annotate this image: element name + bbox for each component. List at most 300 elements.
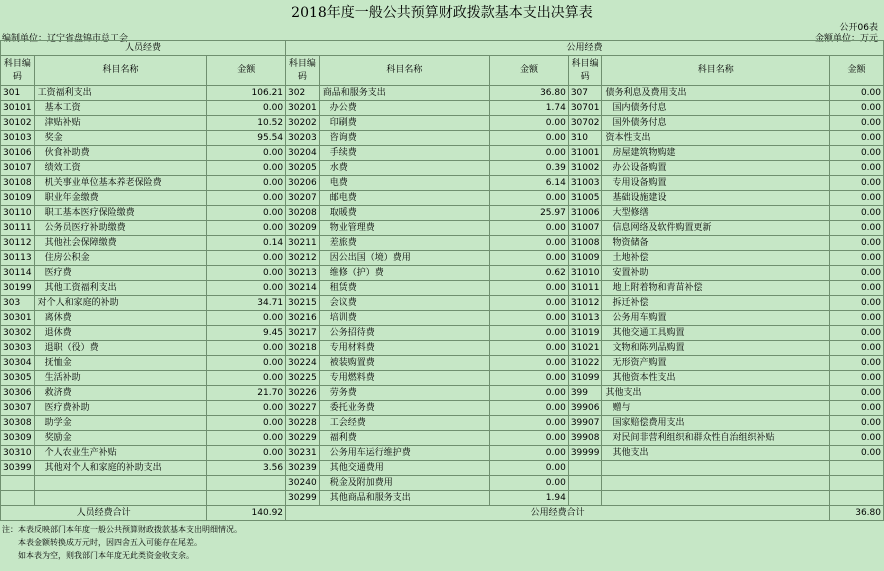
- code-cell[interactable]: 30217: [286, 326, 320, 341]
- code-cell[interactable]: 39999: [568, 446, 602, 461]
- amount-cell[interactable]: 0.00: [490, 461, 569, 476]
- name-cell[interactable]: 邮电费: [319, 191, 489, 206]
- code-cell[interactable]: 307: [568, 86, 602, 101]
- amount-cell[interactable]: 0.00: [830, 146, 884, 161]
- name-cell[interactable]: 助学金: [34, 416, 207, 431]
- amount-cell[interactable]: 0.00: [490, 191, 569, 206]
- code-cell[interactable]: 31001: [568, 146, 602, 161]
- code-cell[interactable]: 30101: [1, 101, 35, 116]
- name-cell[interactable]: 其他支出: [602, 446, 830, 461]
- name-cell[interactable]: 医疗费补助: [34, 401, 207, 416]
- code-cell[interactable]: 30214: [286, 281, 320, 296]
- name-cell[interactable]: 工会经费: [319, 416, 489, 431]
- code-cell[interactable]: 30215: [286, 296, 320, 311]
- amount-cell[interactable]: 0.00: [830, 296, 884, 311]
- code-cell[interactable]: 30211: [286, 236, 320, 251]
- amount-cell[interactable]: 0.00: [207, 281, 286, 296]
- name-cell[interactable]: 专用材料费: [319, 341, 489, 356]
- code-cell[interactable]: 30308: [1, 416, 35, 431]
- amount-cell[interactable]: 0.14: [207, 236, 286, 251]
- amount-cell[interactable]: 0.00: [207, 446, 286, 461]
- code-cell[interactable]: 30202: [286, 116, 320, 131]
- code-cell[interactable]: 302: [286, 86, 320, 101]
- form-number: 公开06表: [839, 23, 878, 33]
- table-row: [1, 461, 884, 476]
- name-cell[interactable]: 基础设施建设: [602, 191, 830, 206]
- name-cell[interactable]: 专用设备购置: [602, 176, 830, 191]
- col-code-header[interactable]: 科目编码: [568, 56, 602, 86]
- amount-cell[interactable]: 0.00: [830, 356, 884, 371]
- amount-cell[interactable]: 0.00: [490, 341, 569, 356]
- name-cell[interactable]: 其他对个人和家庭的补助支出: [34, 461, 207, 476]
- amount-cell[interactable]: 0.00: [830, 161, 884, 176]
- code-cell[interactable]: 31006: [568, 206, 602, 221]
- col-code-header[interactable]: 科目编码: [286, 56, 320, 86]
- public-total-label[interactable]: 公用经费合计: [286, 506, 830, 521]
- name-cell[interactable]: 对民间非营利组织和群众性自治组织补贴: [602, 431, 830, 446]
- table-row: [1, 251, 884, 266]
- code-cell[interactable]: 30701: [568, 101, 602, 116]
- table-row: [1, 476, 884, 491]
- amount-cell[interactable]: [830, 491, 884, 506]
- name-cell[interactable]: 地上附着物和青苗补偿: [602, 281, 830, 296]
- name-cell[interactable]: 债务利息及费用支出: [602, 86, 830, 101]
- name-cell[interactable]: [34, 491, 207, 506]
- code-cell[interactable]: 31013: [568, 311, 602, 326]
- code-cell[interactable]: 30302: [1, 326, 35, 341]
- amount-cell[interactable]: 0.00: [207, 401, 286, 416]
- name-cell[interactable]: 因公出国（境）费用: [319, 251, 489, 266]
- name-cell[interactable]: 退休费: [34, 326, 207, 341]
- amount-cell[interactable]: 0.00: [207, 161, 286, 176]
- code-cell[interactable]: 30218: [286, 341, 320, 356]
- code-cell[interactable]: 31005: [568, 191, 602, 206]
- name-cell[interactable]: [602, 461, 830, 476]
- name-cell[interactable]: 办公费: [319, 101, 489, 116]
- col-name-header[interactable]: 科目名称: [319, 56, 489, 86]
- name-cell[interactable]: 其他社会保障缴费: [34, 236, 207, 251]
- table-row: [1, 296, 884, 311]
- code-cell[interactable]: 30306: [1, 386, 35, 401]
- name-cell[interactable]: 绩效工资: [34, 161, 207, 176]
- name-cell[interactable]: 赠与: [602, 401, 830, 416]
- amount-cell[interactable]: 0.39: [490, 161, 569, 176]
- amount-cell[interactable]: 0.00: [207, 176, 286, 191]
- code-cell[interactable]: [568, 491, 602, 506]
- amount-cell[interactable]: 9.45: [207, 326, 286, 341]
- name-cell[interactable]: 退职（役）费: [34, 341, 207, 356]
- amount-cell[interactable]: 0.00: [490, 296, 569, 311]
- amount-cell[interactable]: 21.70: [207, 386, 286, 401]
- code-cell[interactable]: 31012: [568, 296, 602, 311]
- name-cell[interactable]: 资本性支出: [602, 131, 830, 146]
- code-cell[interactable]: [1, 476, 35, 491]
- code-cell[interactable]: 30240: [286, 476, 320, 491]
- table-row: [1, 356, 884, 371]
- public-total-value[interactable]: 36.80: [830, 506, 884, 521]
- amount-cell[interactable]: 1.94: [490, 491, 569, 506]
- col-amount-header[interactable]: 金额: [490, 56, 569, 86]
- code-cell[interactable]: 30113: [1, 251, 35, 266]
- code-cell[interactable]: 31019: [568, 326, 602, 341]
- table-row: [1, 431, 884, 446]
- table-row: [1, 116, 884, 131]
- amount-cell[interactable]: [830, 461, 884, 476]
- code-cell[interactable]: 30209: [286, 221, 320, 236]
- code-cell[interactable]: 31002: [568, 161, 602, 176]
- name-cell[interactable]: 救济费: [34, 386, 207, 401]
- expenditure-table: [0, 40, 884, 521]
- table-row: [1, 326, 884, 341]
- code-cell[interactable]: 30301: [1, 311, 35, 326]
- name-cell[interactable]: 离休费: [34, 311, 207, 326]
- amount-cell[interactable]: 0.62: [490, 266, 569, 281]
- name-cell[interactable]: 被装购置费: [319, 356, 489, 371]
- code-cell[interactable]: 30207: [286, 191, 320, 206]
- code-cell[interactable]: 30229: [286, 431, 320, 446]
- name-cell[interactable]: 土地补偿: [602, 251, 830, 266]
- code-cell[interactable]: 30109: [1, 191, 35, 206]
- amount-cell[interactable]: 0.00: [490, 416, 569, 431]
- amount-cell[interactable]: 0.00: [207, 221, 286, 236]
- name-cell[interactable]: 伙食补助费: [34, 146, 207, 161]
- code-cell[interactable]: 30227: [286, 401, 320, 416]
- code-cell[interactable]: 30310: [1, 446, 35, 461]
- amount-cell[interactable]: 0.00: [830, 191, 884, 206]
- code-cell[interactable]: 30114: [1, 266, 35, 281]
- amount-cell[interactable]: 0.00: [490, 326, 569, 341]
- code-cell[interactable]: [1, 491, 35, 506]
- page-title: 2018年度一般公共预算财政拨款基本支出决算表: [291, 5, 593, 21]
- code-cell[interactable]: [568, 461, 602, 476]
- amount-cell[interactable]: 0.00: [830, 386, 884, 401]
- table-row: [1, 206, 884, 221]
- code-cell[interactable]: 39908: [568, 431, 602, 446]
- name-cell[interactable]: 电费: [319, 176, 489, 191]
- name-cell[interactable]: 取暖费: [319, 206, 489, 221]
- table-row: [1, 491, 884, 506]
- amount-cell[interactable]: 0.00: [830, 341, 884, 356]
- name-cell[interactable]: 其他交通工具购置: [602, 326, 830, 341]
- code-cell[interactable]: 31021: [568, 341, 602, 356]
- amount-cell[interactable]: 0.00: [207, 356, 286, 371]
- reporting-unit: 编制单位：辽宁省盘锦市总工会: [2, 34, 129, 44]
- name-cell[interactable]: 专用燃料费: [319, 371, 489, 386]
- amount-cell[interactable]: 0.00: [490, 386, 569, 401]
- col-code-header[interactable]: 科目编码: [1, 56, 35, 86]
- name-cell[interactable]: 公务招待费: [319, 326, 489, 341]
- amount-cell[interactable]: 0.00: [830, 206, 884, 221]
- name-cell[interactable]: 津贴补贴: [34, 116, 207, 131]
- amount-cell[interactable]: 0.00: [207, 146, 286, 161]
- name-cell[interactable]: 其他支出: [602, 386, 830, 401]
- name-cell[interactable]: 公务员医疗补助缴费: [34, 221, 207, 236]
- table-row: [1, 101, 884, 116]
- table-row: [1, 146, 884, 161]
- name-cell[interactable]: 工资福利支出: [34, 86, 207, 101]
- code-cell[interactable]: 31008: [568, 236, 602, 251]
- code-cell[interactable]: 30203: [286, 131, 320, 146]
- amount-cell[interactable]: 10.52: [207, 116, 286, 131]
- amount-cell[interactable]: 3.56: [207, 461, 286, 476]
- name-cell[interactable]: 水费: [319, 161, 489, 176]
- amount-cell[interactable]: 0.00: [490, 446, 569, 461]
- amount-cell[interactable]: 1.74: [490, 101, 569, 116]
- code-cell[interactable]: 30204: [286, 146, 320, 161]
- name-cell[interactable]: 办公设备购置: [602, 161, 830, 176]
- code-cell[interactable]: 30309: [1, 431, 35, 446]
- amount-cell[interactable]: 0.00: [490, 116, 569, 131]
- amount-cell[interactable]: 0.00: [830, 371, 884, 386]
- code-cell[interactable]: 31003: [568, 176, 602, 191]
- amount-cell[interactable]: 0.00: [830, 446, 884, 461]
- amount-cell[interactable]: 0.00: [490, 476, 569, 491]
- amount-cell[interactable]: 36.80: [490, 86, 569, 101]
- personnel-total-value[interactable]: 140.92: [207, 506, 286, 521]
- amount-cell[interactable]: 0.00: [830, 116, 884, 131]
- code-cell[interactable]: 30304: [1, 356, 35, 371]
- code-cell[interactable]: 30103: [1, 131, 35, 146]
- code-cell[interactable]: 30225: [286, 371, 320, 386]
- amount-cell[interactable]: 0.00: [830, 236, 884, 251]
- amount-cell[interactable]: 0.00: [830, 281, 884, 296]
- personnel-section-header[interactable]: 人员经费: [1, 41, 286, 56]
- name-cell[interactable]: 国外债务付息: [602, 116, 830, 131]
- table-row: [1, 371, 884, 386]
- amount-cell[interactable]: 0.00: [490, 281, 569, 296]
- name-cell[interactable]: 差旅费: [319, 236, 489, 251]
- table-row: [1, 131, 884, 146]
- name-cell[interactable]: 国内债务付息: [602, 101, 830, 116]
- name-cell[interactable]: 福利费: [319, 431, 489, 446]
- notes: [2, 523, 242, 562]
- table-row: [1, 236, 884, 251]
- amount-cell[interactable]: 0.00: [207, 431, 286, 446]
- amount-cell[interactable]: 25.97: [490, 206, 569, 221]
- code-cell[interactable]: 30702: [568, 116, 602, 131]
- name-cell[interactable]: 劳务费: [319, 386, 489, 401]
- amount-cell[interactable]: 95.54: [207, 131, 286, 146]
- code-cell[interactable]: 301: [1, 86, 35, 101]
- name-cell[interactable]: 培训费: [319, 311, 489, 326]
- name-cell[interactable]: 其他商品和服务支出: [319, 491, 489, 506]
- name-cell[interactable]: 商品和服务支出: [319, 86, 489, 101]
- code-cell[interactable]: 399: [568, 386, 602, 401]
- name-cell[interactable]: [602, 476, 830, 491]
- code-cell[interactable]: 30307: [1, 401, 35, 416]
- amount-cell[interactable]: 0.00: [490, 146, 569, 161]
- note-line: 如本表为空，则我部门本年度无此类资金收支余。: [18, 551, 194, 560]
- amount-cell[interactable]: 0.00: [490, 431, 569, 446]
- amount-cell[interactable]: 106.21: [207, 86, 286, 101]
- table-row: [1, 266, 884, 281]
- name-cell[interactable]: 委托业务费: [319, 401, 489, 416]
- code-cell[interactable]: 30399: [1, 461, 35, 476]
- code-cell[interactable]: 30228: [286, 416, 320, 431]
- code-cell[interactable]: 31022: [568, 356, 602, 371]
- amount-cell[interactable]: 0.00: [830, 101, 884, 116]
- amount-cell[interactable]: 0.00: [490, 236, 569, 251]
- name-cell[interactable]: 其他工资福利支出: [34, 281, 207, 296]
- amount-cell[interactable]: 34.71: [207, 296, 286, 311]
- code-cell[interactable]: 30201: [286, 101, 320, 116]
- amount-cell[interactable]: 0.00: [830, 221, 884, 236]
- amount-cell[interactable]: 0.00: [830, 176, 884, 191]
- amount-cell[interactable]: 0.00: [830, 311, 884, 326]
- name-cell[interactable]: 大型修缮: [602, 206, 830, 221]
- table-row: [1, 281, 884, 296]
- code-cell[interactable]: 30216: [286, 311, 320, 326]
- name-cell[interactable]: 物业管理费: [319, 221, 489, 236]
- amount-cell[interactable]: 0.00: [207, 371, 286, 386]
- code-cell[interactable]: 30111: [1, 221, 35, 236]
- name-cell[interactable]: 维修（护）费: [319, 266, 489, 281]
- name-cell[interactable]: 其他资本性支出: [602, 371, 830, 386]
- code-cell[interactable]: [568, 476, 602, 491]
- note-line: 本表金额转换成万元时，因四舍五入可能存在尾差。: [18, 538, 202, 547]
- amount-cell[interactable]: 0.00: [830, 86, 884, 101]
- name-cell[interactable]: 物资储备: [602, 236, 830, 251]
- name-cell[interactable]: 税金及附加费用: [319, 476, 489, 491]
- code-cell[interactable]: 30224: [286, 356, 320, 371]
- code-cell[interactable]: 30303: [1, 341, 35, 356]
- name-cell[interactable]: 医疗费: [34, 266, 207, 281]
- code-cell[interactable]: 30206: [286, 176, 320, 191]
- col-amount-header[interactable]: 金额: [830, 56, 884, 86]
- amount-cell[interactable]: 0.00: [207, 266, 286, 281]
- personnel-total-label[interactable]: 人员经费合计: [1, 506, 207, 521]
- code-cell[interactable]: 31010: [568, 266, 602, 281]
- amount-cell[interactable]: 0.00: [490, 371, 569, 386]
- code-cell[interactable]: 30205: [286, 161, 320, 176]
- code-cell[interactable]: 30213: [286, 266, 320, 281]
- name-cell[interactable]: 信息网络及软件购置更新: [602, 221, 830, 236]
- amount-cell[interactable]: 0.00: [490, 251, 569, 266]
- code-cell[interactable]: 30239: [286, 461, 320, 476]
- code-cell[interactable]: 39906: [568, 401, 602, 416]
- amount-cell[interactable]: 0.00: [830, 416, 884, 431]
- name-cell[interactable]: 国家赔偿费用支出: [602, 416, 830, 431]
- name-cell[interactable]: 咨询费: [319, 131, 489, 146]
- name-cell[interactable]: 住房公积金: [34, 251, 207, 266]
- name-cell[interactable]: 奖金: [34, 131, 207, 146]
- amount-cell[interactable]: 0.00: [830, 251, 884, 266]
- name-cell[interactable]: 职工基本医疗保险缴费: [34, 206, 207, 221]
- name-cell[interactable]: [602, 491, 830, 506]
- name-cell[interactable]: 会议费: [319, 296, 489, 311]
- amount-cell[interactable]: 0.00: [830, 431, 884, 446]
- name-cell[interactable]: 文物和陈列品购置: [602, 341, 830, 356]
- code-cell[interactable]: 30106: [1, 146, 35, 161]
- code-cell[interactable]: 303: [1, 296, 35, 311]
- name-cell[interactable]: 对个人和家庭的补助: [34, 296, 207, 311]
- name-cell[interactable]: 手续费: [319, 146, 489, 161]
- code-cell[interactable]: 30110: [1, 206, 35, 221]
- amount-cell[interactable]: 0.00: [207, 311, 286, 326]
- amount-cell[interactable]: 0.00: [490, 311, 569, 326]
- table-row: [1, 416, 884, 431]
- name-cell[interactable]: 安置补助: [602, 266, 830, 281]
- code-cell[interactable]: 310: [568, 131, 602, 146]
- amount-cell[interactable]: 6.14: [490, 176, 569, 191]
- col-amount-header[interactable]: 金额: [207, 56, 286, 86]
- table-row: [1, 86, 884, 101]
- name-cell[interactable]: 房屋建筑物购建: [602, 146, 830, 161]
- name-cell[interactable]: 租赁费: [319, 281, 489, 296]
- name-cell[interactable]: 无形资产购置: [602, 356, 830, 371]
- code-cell[interactable]: 30112: [1, 236, 35, 251]
- amount-cell[interactable]: 0.00: [830, 266, 884, 281]
- code-cell[interactable]: 30231: [286, 446, 320, 461]
- code-cell[interactable]: 30107: [1, 161, 35, 176]
- table-row: [1, 161, 884, 176]
- amount-cell[interactable]: 0.00: [830, 131, 884, 146]
- amount-cell[interactable]: 0.00: [490, 131, 569, 146]
- name-cell[interactable]: 拆迁补偿: [602, 296, 830, 311]
- table-row: [1, 221, 884, 236]
- amount-cell[interactable]: 0.00: [490, 221, 569, 236]
- amount-cell[interactable]: 0.00: [207, 206, 286, 221]
- table-row: [1, 446, 884, 461]
- name-cell[interactable]: 公务用车运行维护费: [319, 446, 489, 461]
- amount-cell[interactable]: [830, 476, 884, 491]
- table-row: [1, 191, 884, 206]
- amount-cell[interactable]: 0.00: [490, 401, 569, 416]
- name-cell[interactable]: 个人农业生产补贴: [34, 446, 207, 461]
- code-cell[interactable]: 30212: [286, 251, 320, 266]
- code-cell[interactable]: 31099: [568, 371, 602, 386]
- name-cell[interactable]: 生活补助: [34, 371, 207, 386]
- amount-cell[interactable]: 0.00: [207, 341, 286, 356]
- code-cell[interactable]: 30199: [1, 281, 35, 296]
- note-line: 注：本表反映部门本年度一般公共预算财政拨款基本支出明细情况。: [2, 525, 242, 534]
- name-cell[interactable]: 印刷费: [319, 116, 489, 131]
- name-cell[interactable]: 公务用车购置: [602, 311, 830, 326]
- name-cell[interactable]: [34, 476, 207, 491]
- code-cell[interactable]: 31007: [568, 221, 602, 236]
- col-name-header[interactable]: 科目名称: [34, 56, 207, 86]
- code-cell[interactable]: 30305: [1, 371, 35, 386]
- name-cell[interactable]: 其他交通费用: [319, 461, 489, 476]
- table-row: [1, 311, 884, 326]
- amount-cell[interactable]: 0.00: [207, 416, 286, 431]
- code-cell[interactable]: 30108: [1, 176, 35, 191]
- name-cell[interactable]: 奖励金: [34, 431, 207, 446]
- code-cell[interactable]: 30226: [286, 386, 320, 401]
- table-row: [1, 176, 884, 191]
- amount-cell[interactable]: 0.00: [830, 401, 884, 416]
- code-cell[interactable]: 31011: [568, 281, 602, 296]
- amount-cell[interactable]: 0.00: [207, 251, 286, 266]
- code-cell[interactable]: 39907: [568, 416, 602, 431]
- amount-cell[interactable]: 0.00: [207, 101, 286, 116]
- amount-cell[interactable]: [207, 476, 286, 491]
- code-cell[interactable]: 30299: [286, 491, 320, 506]
- col-name-header[interactable]: 科目名称: [602, 56, 830, 86]
- code-cell[interactable]: 30102: [1, 116, 35, 131]
- amount-cell[interactable]: [207, 491, 286, 506]
- amount-cell[interactable]: 0.00: [207, 191, 286, 206]
- code-cell[interactable]: 31009: [568, 251, 602, 266]
- amount-cell[interactable]: 0.00: [490, 356, 569, 371]
- name-cell[interactable]: 基本工资: [34, 101, 207, 116]
- public-section-header[interactable]: 公用经费: [286, 41, 884, 56]
- amount-cell[interactable]: 0.00: [830, 326, 884, 341]
- code-cell[interactable]: 30208: [286, 206, 320, 221]
- name-cell[interactable]: 职业年金缴费: [34, 191, 207, 206]
- name-cell[interactable]: 机关事业单位基本养老保险费: [34, 176, 207, 191]
- name-cell[interactable]: 抚恤金: [34, 356, 207, 371]
